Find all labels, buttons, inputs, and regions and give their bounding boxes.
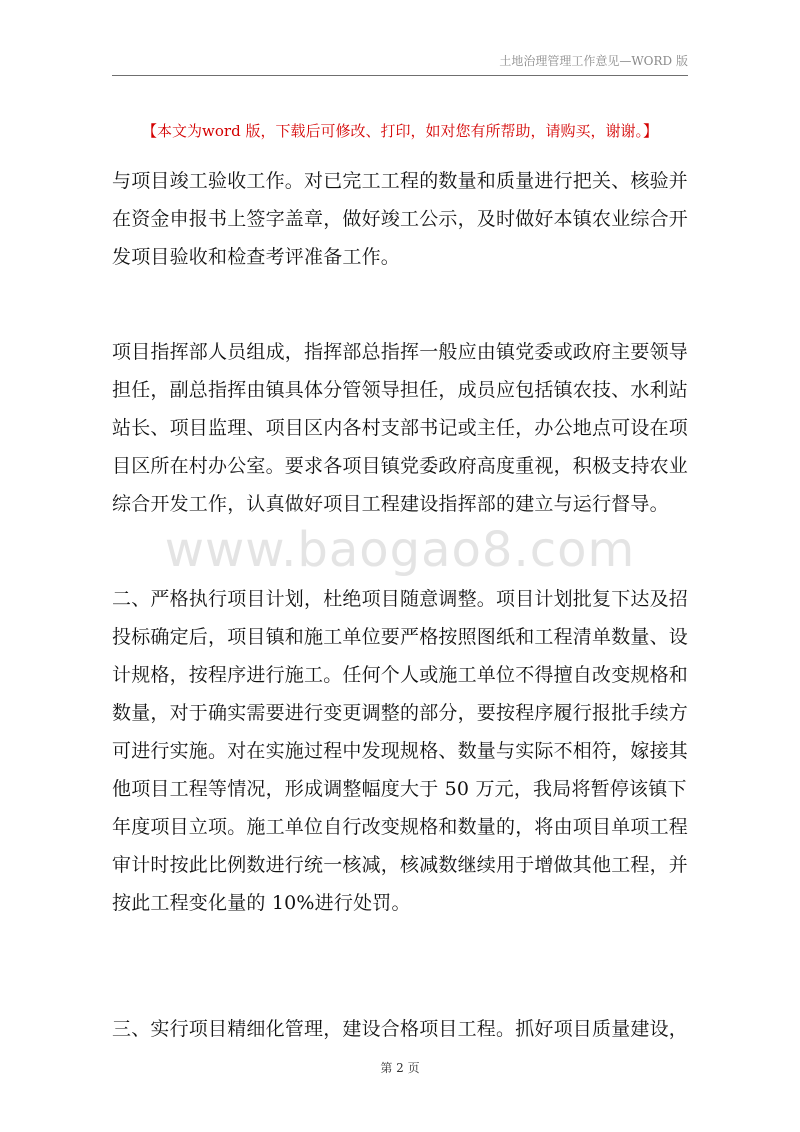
- paragraph-2: [112, 333, 688, 523]
- header-divider: [112, 75, 688, 76]
- paragraph-1: [112, 162, 688, 276]
- paragraph-line: 他项目工程等情况，形成调整幅度大于 50 万元，我局将暂停该镇下: [112, 778, 687, 800]
- paragraph-line: 在资金申报书上签字盖章，做好竣工公示，及时做好本镇农业综合开: [112, 208, 689, 230]
- purchase-notice: 【本文为word 版，下载后可修改、打印，如对您有所帮助，请购买，谢谢。】: [142, 122, 658, 140]
- paragraph-line: 计规格，按程序进行施工。任何个人或施工单位不得擅自改变规格和: [112, 664, 689, 686]
- watermark-text: www.baogao8.com: [164, 522, 636, 578]
- paragraph-line: 审计时按此比例数进行统一核减，核减数继续用于增做其他工程，并: [112, 854, 689, 876]
- paragraph-line: 综合开发工作，认真做好项目工程建设指挥部的建立与运行督导。: [112, 493, 669, 515]
- paragraph-line: 年度项目立项。施工单位自行改变规格和数量的，将由项目单项工程: [112, 816, 689, 838]
- paragraph-line: 三、实行项目精细化管理，建设合格项目工程。抓好项目质量建设，: [112, 1018, 689, 1040]
- page-header-title: 土地治理管理工作意见—WORD 版: [499, 54, 688, 68]
- paragraph-4: [112, 1010, 688, 1048]
- paragraph-line: 目区所在村办公室。要求各项目镇党委政府高度重视，积极支持农业: [112, 455, 689, 477]
- paragraph-line: 可进行实施。对在实施过程中发现规格、数量与实际不相符，嫁接其: [112, 740, 689, 762]
- paragraph-line: 项目指挥部人员组成，指挥部总指挥一般应由镇党委或政府主要领导: [112, 341, 689, 363]
- paragraph-line: 投标确定后，项目镇和施工单位要严格按照图纸和工程清单数量、设: [112, 626, 689, 648]
- paragraph-line: 按此工程变化量的 10%进行处罚。: [112, 892, 411, 914]
- paragraph-line: 二、严格执行项目计划，杜绝项目随意调整。项目计划批复下达及招: [112, 588, 689, 610]
- page-number: 第 2 页: [380, 1061, 420, 1075]
- paragraph-3: [112, 580, 688, 922]
- paragraph-line: 与项目竣工验收工作。对已完工工程的数量和质量进行把关、核验并: [112, 170, 689, 192]
- paragraph-line: 担任，副总指挥由镇具体分管领导担任，成员应包括镇农技、水利站: [112, 379, 689, 401]
- paragraph-line: 数量，对于确实需要进行变更调整的部分，要按程序履行报批手续方: [112, 702, 689, 724]
- paragraph-line: 发项目验收和检查考评准备工作。: [112, 246, 401, 268]
- paragraph-line: 站长、项目监理、项目区内各村支部书记或主任，办公地点可设在项: [112, 417, 689, 439]
